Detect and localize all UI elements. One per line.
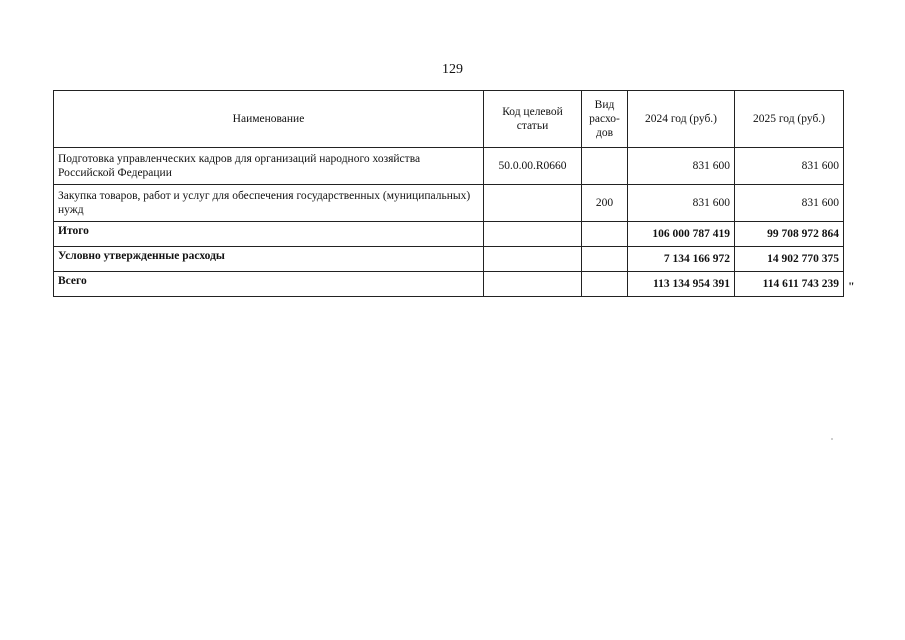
total-year-2025: 99 708 972 864 (735, 222, 844, 247)
table-row (54, 148, 844, 185)
header-year-2025: 2025 год (руб.) (735, 91, 844, 148)
total-year-2025: 14 902 770 375 (735, 247, 844, 272)
row-kind (582, 148, 628, 185)
row-code: 50.0.00.R0660 (484, 148, 582, 185)
header-code: Код целевой статьи (484, 91, 582, 148)
total-year-2024: 7 134 166 972 (628, 247, 735, 272)
empty-cell (484, 247, 582, 272)
empty-cell (582, 247, 628, 272)
scan-speck (831, 438, 833, 440)
table-header-row (54, 91, 844, 148)
page-number: 129 (442, 62, 463, 77)
total-year-2024: 106 000 787 419 (628, 222, 735, 247)
empty-cell (582, 272, 628, 297)
row-code (484, 185, 582, 222)
total-name: Всего (54, 272, 484, 297)
total-name: Итого (54, 222, 484, 247)
header-year-2024: 2024 год (руб.) (628, 91, 735, 148)
closing-quote-mark: " (848, 279, 855, 293)
row-year-2024: 831 600 (628, 148, 735, 185)
row-name: Подготовка управленческих кадров для организаций народного хозяйства Российской Федерации (54, 148, 484, 185)
empty-cell (484, 222, 582, 247)
empty-cell (582, 222, 628, 247)
budget-table (53, 90, 844, 297)
total-year-2024: 113 134 954 391 (628, 272, 735, 297)
row-year-2024: 831 600 (628, 185, 735, 222)
row-year-2025: 831 600 (735, 185, 844, 222)
total-year-2025: 114 611 743 239 (735, 272, 844, 297)
total-name: Условно утвержденные расходы (54, 247, 484, 272)
row-year-2025: 831 600 (735, 148, 844, 185)
header-name: Наименование (54, 91, 484, 148)
header-kind: Вид расхо-дов (582, 91, 628, 148)
total-row-conditional (54, 247, 844, 272)
table-row (54, 185, 844, 222)
empty-cell (484, 272, 582, 297)
row-name: Закупка товаров, работ и услуг для обеспечения государственных (муниципальных) нужд (54, 185, 484, 222)
total-row-vsego (54, 272, 844, 297)
row-kind: 200 (582, 185, 628, 222)
total-row-itogo (54, 222, 844, 247)
